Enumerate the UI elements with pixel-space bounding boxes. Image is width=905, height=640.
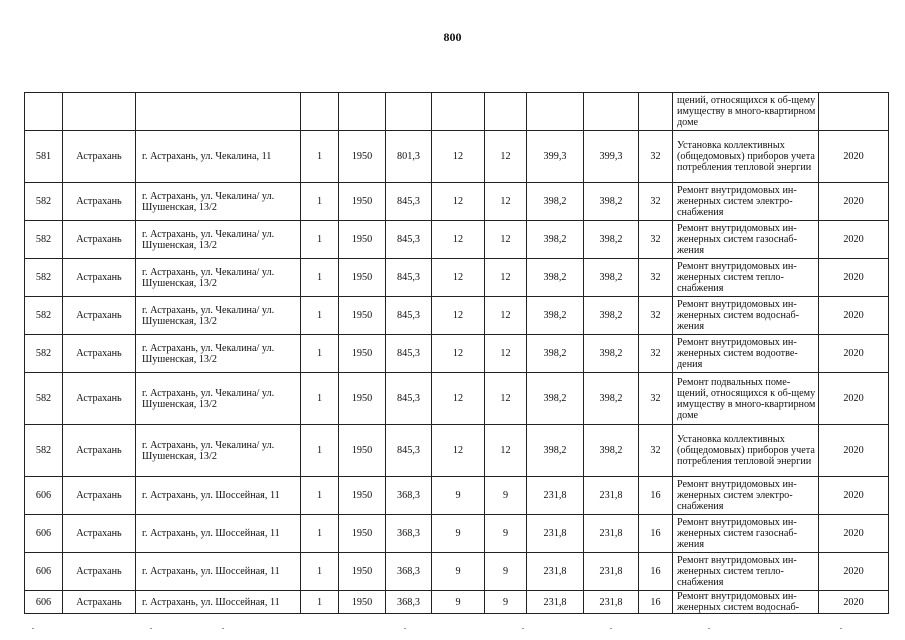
col10-cell: 398,2	[584, 259, 639, 297]
col10-cell: 399,3	[584, 131, 639, 183]
col10-cell: 398,2	[584, 425, 639, 477]
address-cell: г. Астрахань, ул. Шоссейная, 11	[136, 477, 301, 515]
area-cell: 845,3	[386, 373, 432, 425]
col11-cell	[639, 93, 673, 131]
col4-cell: 1	[301, 515, 339, 553]
col7-cell: 12	[432, 335, 485, 373]
row-number: 606	[25, 515, 63, 553]
col11-cell: 32	[639, 221, 673, 259]
year-cell: 1950	[339, 297, 386, 335]
year-cell: 1950	[339, 591, 386, 614]
col4-cell: 1	[301, 297, 339, 335]
col9-cell: 398,2	[527, 183, 584, 221]
col4-cell: 1	[301, 183, 339, 221]
col11-cell: 32	[639, 131, 673, 183]
plan-year-cell: 2020	[819, 373, 889, 425]
work-type-cell: Ремонт внутридомовых ин-женерных систем электро-снабжения	[673, 477, 819, 515]
col11-cell: 16	[639, 515, 673, 553]
table-row	[25, 93, 889, 131]
work-type-cell: Ремонт внутридомовых ин-женерных систем газоснаб-жения	[673, 221, 819, 259]
work-type-cell: Ремонт внутридомовых ин-женерных систем тепло-снабжения	[673, 259, 819, 297]
col7-cell: 12	[432, 373, 485, 425]
col9-cell: 398,2	[527, 221, 584, 259]
col7-cell: 12	[432, 221, 485, 259]
col8-cell: 12	[485, 297, 527, 335]
col9-cell: 398,2	[527, 297, 584, 335]
col8-cell: 12	[485, 373, 527, 425]
col10-cell: 231,8	[584, 591, 639, 614]
table-row	[25, 591, 889, 614]
area-cell: 845,3	[386, 335, 432, 373]
col7-cell: 12	[432, 131, 485, 183]
col4-cell: 1	[301, 477, 339, 515]
col7-cell	[432, 93, 485, 131]
address-cell: г. Астрахань, ул. Чекалина/ ул. Шушенская, 13/2	[136, 335, 301, 373]
year-cell: 1950	[339, 259, 386, 297]
area-cell: 845,3	[386, 183, 432, 221]
col7-cell: 12	[432, 425, 485, 477]
col9-cell: 231,8	[527, 591, 584, 614]
address-cell: г. Астрахань, ул. Чекалина/ ул. Шушенская, 13/2	[136, 297, 301, 335]
address-cell: г. Астрахань, ул. Чекалина/ ул. Шушенская, 13/2	[136, 259, 301, 297]
col4-cell: 1	[301, 221, 339, 259]
col11-cell: 16	[639, 553, 673, 591]
city-cell: Астрахань	[63, 259, 136, 297]
plan-year-cell: 2020	[819, 221, 889, 259]
col8-cell: 9	[485, 477, 527, 515]
table-row	[25, 183, 889, 221]
row-number: 606	[25, 553, 63, 591]
area-cell: 845,3	[386, 221, 432, 259]
area-cell: 368,3	[386, 591, 432, 614]
col9-cell: 399,3	[527, 131, 584, 183]
col11-cell: 32	[639, 297, 673, 335]
page-number: 800	[443, 30, 462, 44]
area-cell: 801,3	[386, 131, 432, 183]
work-type-cell: Ремонт внутридомовых ин-женерных систем электро-снабжения	[673, 183, 819, 221]
plan-year-cell: 2020	[819, 335, 889, 373]
col4-cell: 1	[301, 131, 339, 183]
col10-cell: 231,8	[584, 515, 639, 553]
col11-cell: 16	[639, 591, 673, 614]
city-cell: Астрахань	[63, 515, 136, 553]
year-cell: 1950	[339, 335, 386, 373]
work-type-cell: Ремонт подвальных поме-щений, относящихся к об-щему имуществу в много-квартирном доме	[673, 373, 819, 425]
city-cell: Астрахань	[63, 297, 136, 335]
row-number: 582	[25, 183, 63, 221]
col7-cell: 9	[432, 477, 485, 515]
col4-cell: 1	[301, 259, 339, 297]
col9-cell: 231,8	[527, 477, 584, 515]
col7-cell: 9	[432, 553, 485, 591]
area-cell: 845,3	[386, 425, 432, 477]
address-cell: г. Астрахань, ул. Чекалина, 11	[136, 131, 301, 183]
table-row	[25, 553, 889, 591]
col9-cell: 231,8	[527, 553, 584, 591]
col11-cell: 32	[639, 425, 673, 477]
col8-cell	[485, 93, 527, 131]
area-cell: 845,3	[386, 297, 432, 335]
city-cell: Астрахань	[63, 131, 136, 183]
row-number: 581	[25, 131, 63, 183]
row-number: 606	[25, 477, 63, 515]
city-cell: Астрахань	[63, 221, 136, 259]
col8-cell: 12	[485, 259, 527, 297]
col8-cell: 12	[485, 425, 527, 477]
table-row	[25, 425, 889, 477]
col11-cell: 32	[639, 373, 673, 425]
work-type-cell: щений, относящихся к об-щему имуществу в много-квартирном доме	[673, 93, 819, 131]
work-type-cell: Ремонт внутридомовых ин-женерных систем водоотве-дения	[673, 335, 819, 373]
col11-cell: 32	[639, 335, 673, 373]
col4-cell	[301, 93, 339, 131]
area-cell: 845,3	[386, 259, 432, 297]
work-type-cell: Установка коллективных (общедомовых) приборов учета потребления тепловой энергии	[673, 425, 819, 477]
row-number: 582	[25, 259, 63, 297]
plan-year-cell: 2020	[819, 515, 889, 553]
area-cell: 368,3	[386, 515, 432, 553]
city-cell: Астрахань	[63, 373, 136, 425]
address-cell: г. Астрахань, ул. Чекалина/ ул. Шушенская, 13/2	[136, 425, 301, 477]
address-cell	[136, 93, 301, 131]
table-row	[25, 131, 889, 183]
city-cell: Астрахань	[63, 335, 136, 373]
year-cell	[339, 93, 386, 131]
table-row	[25, 335, 889, 373]
plan-year-cell: 2020	[819, 553, 889, 591]
row-number: 582	[25, 425, 63, 477]
year-cell: 1950	[339, 477, 386, 515]
area-cell: 368,3	[386, 553, 432, 591]
col4-cell: 1	[301, 373, 339, 425]
work-type-cell: Ремонт внутридомовых ин-женерных систем водоснаб-	[673, 591, 819, 614]
col7-cell: 9	[432, 591, 485, 614]
plan-year-cell	[819, 93, 889, 131]
col9-cell: 398,2	[527, 425, 584, 477]
row-number: 582	[25, 335, 63, 373]
col10-cell: 398,2	[584, 183, 639, 221]
area-cell: 368,3	[386, 477, 432, 515]
col8-cell: 12	[485, 183, 527, 221]
year-cell: 1950	[339, 373, 386, 425]
col10-cell	[584, 93, 639, 131]
col8-cell: 12	[485, 221, 527, 259]
col8-cell: 12	[485, 131, 527, 183]
city-cell	[63, 93, 136, 131]
col10-cell: 398,2	[584, 335, 639, 373]
col11-cell: 16	[639, 477, 673, 515]
address-cell: г. Астрахань, ул. Чекалина/ ул. Шушенская, 13/2	[136, 373, 301, 425]
col4-cell: 1	[301, 425, 339, 477]
plan-year-cell: 2020	[819, 259, 889, 297]
row-number: 582	[25, 373, 63, 425]
work-type-cell: Установка коллективных (общедомовых) приборов учета потребления тепловой энергии	[673, 131, 819, 183]
address-cell: г. Астрахань, ул. Шоссейная, 11	[136, 591, 301, 614]
year-cell: 1950	[339, 183, 386, 221]
city-cell: Астрахань	[63, 553, 136, 591]
col10-cell: 398,2	[584, 373, 639, 425]
table-row	[25, 259, 889, 297]
col7-cell: 12	[432, 183, 485, 221]
city-cell: Астрахань	[63, 591, 136, 614]
address-cell: г. Астрахань, ул. Чекалина/ ул. Шушенская, 13/2	[136, 183, 301, 221]
plan-year-cell: 2020	[819, 297, 889, 335]
address-cell: г. Астрахань, ул. Чекалина/ ул. Шушенская, 13/2	[136, 221, 301, 259]
col8-cell: 12	[485, 335, 527, 373]
row-number: 606	[25, 591, 63, 614]
col8-cell: 9	[485, 553, 527, 591]
year-cell: 1950	[339, 221, 386, 259]
table-row	[25, 373, 889, 425]
work-type-cell: Ремонт внутридомовых ин-женерных систем тепло-снабжения	[673, 553, 819, 591]
col11-cell: 32	[639, 259, 673, 297]
work-type-cell: Ремонт внутридомовых ин-женерных систем водоснаб-жения	[673, 297, 819, 335]
city-cell: Астрахань	[63, 477, 136, 515]
year-cell: 1950	[339, 553, 386, 591]
col4-cell: 1	[301, 335, 339, 373]
row-number: 582	[25, 297, 63, 335]
scan-specks	[0, 628, 905, 636]
plan-year-cell: 2020	[819, 183, 889, 221]
col4-cell: 1	[301, 591, 339, 614]
col10-cell: 398,2	[584, 297, 639, 335]
col7-cell: 12	[432, 259, 485, 297]
col9-cell: 398,2	[527, 259, 584, 297]
col8-cell: 9	[485, 515, 527, 553]
table-row	[25, 515, 889, 553]
plan-year-cell: 2020	[819, 425, 889, 477]
col10-cell: 231,8	[584, 553, 639, 591]
col9-cell: 398,2	[527, 373, 584, 425]
table-row	[25, 477, 889, 515]
housing-repair-table	[24, 92, 889, 614]
row-number	[25, 93, 63, 131]
work-type-cell: Ремонт внутридомовых ин-женерных систем газоснаб-жения	[673, 515, 819, 553]
table-row	[25, 221, 889, 259]
city-cell: Астрахань	[63, 183, 136, 221]
col9-cell: 231,8	[527, 515, 584, 553]
col10-cell: 231,8	[584, 477, 639, 515]
col9-cell	[527, 93, 584, 131]
col4-cell: 1	[301, 553, 339, 591]
col7-cell: 12	[432, 297, 485, 335]
col10-cell: 398,2	[584, 221, 639, 259]
address-cell: г. Астрахань, ул. Шоссейная, 11	[136, 553, 301, 591]
col7-cell: 9	[432, 515, 485, 553]
year-cell: 1950	[339, 425, 386, 477]
plan-year-cell: 2020	[819, 131, 889, 183]
city-cell: Астрахань	[63, 425, 136, 477]
plan-year-cell: 2020	[819, 591, 889, 614]
col8-cell: 9	[485, 591, 527, 614]
plan-year-cell: 2020	[819, 477, 889, 515]
year-cell: 1950	[339, 131, 386, 183]
row-number: 582	[25, 221, 63, 259]
area-cell	[386, 93, 432, 131]
address-cell: г. Астрахань, ул. Шоссейная, 11	[136, 515, 301, 553]
table-row	[25, 297, 889, 335]
year-cell: 1950	[339, 515, 386, 553]
col11-cell: 32	[639, 183, 673, 221]
col9-cell: 398,2	[527, 335, 584, 373]
